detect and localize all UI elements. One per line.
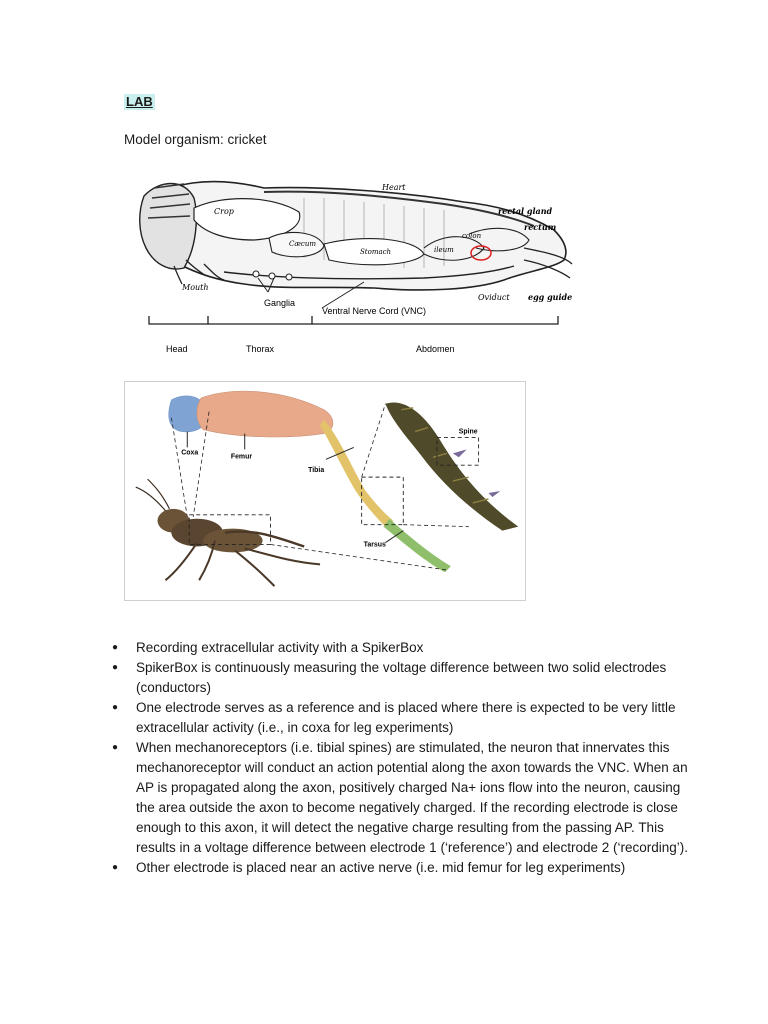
- cricket-leg-diagram: [124, 381, 526, 601]
- head-label: Head: [166, 344, 188, 354]
- tarsus-segment: [383, 519, 450, 573]
- coxa-label: Coxa: [181, 449, 199, 457]
- mouth-label: Mouth: [182, 283, 209, 292]
- bullet-item: ● SpikerBox is continuously measuring the voltage difference between two solid electrodes (conductors): [112, 658, 692, 698]
- bullet-item: ● Recording extracellular activity with a SpikerBox: [112, 638, 692, 658]
- cricket-anatomy-diagram: [124, 168, 576, 363]
- tibia-segment: [320, 420, 393, 527]
- model-organism-line: Model organism: cricket: [124, 132, 267, 147]
- oviduct-label: Oviduct: [478, 293, 510, 302]
- ganglion: [286, 274, 292, 280]
- stomach-label: Stomach: [360, 248, 392, 256]
- bullet-item: ● One electrode serves as a reference and is placed where there is expected to be very little extracellular activity (i.e., in coxa for leg experiments): [112, 698, 692, 738]
- femur-segment: [197, 391, 333, 437]
- tarsus-label: Tarsus: [363, 541, 386, 549]
- heart-label: Heart: [382, 183, 406, 192]
- rectal-gland-label: rectal gland: [498, 206, 553, 216]
- spine-label: Spine: [458, 428, 478, 436]
- leg-closeup: [385, 402, 518, 530]
- caecum-label: Cæcum: [289, 240, 317, 248]
- bullet-item: ● When mechanoreceptors (i.e. tibial spines) are stimulated, the neuron that innervates this mechanoreceptor will conduct an action potential along the axon towards the VNC. When an AP is propagated along the axon, positively charged Na+ ions flow into the neuron, causing the area outside the axon to become negatively charged. If the recording electrode is close enough to this axon, it will detect the negative charge resulting from the passing AP. This results in a voltage difference between electrode 1 (‘reference’) and electrode 2 (‘recording’).: [112, 738, 692, 858]
- lab-heading: LAB: [126, 94, 153, 109]
- egg-guide-label: egg guide: [528, 292, 573, 302]
- vnc-label: Ventral Nerve Cord (VNC): [322, 306, 427, 316]
- tibia-label: Tibia: [308, 467, 325, 475]
- bullet-item: ● Other electrode is placed near an active nerve (i.e. mid femur for leg experiments): [112, 858, 692, 878]
- ileum-label: ileum: [434, 246, 454, 254]
- cricket-photo: [136, 479, 320, 586]
- colon-label: colon: [462, 232, 482, 240]
- ganglion: [253, 271, 259, 277]
- femur-label: Femur: [230, 453, 253, 461]
- crop-label: Crop: [214, 207, 234, 216]
- rectum-label: rectum: [524, 222, 557, 232]
- thorax-label: Thorax: [246, 344, 275, 354]
- bullet-list: [112, 638, 692, 878]
- abdomen-label: Abdomen: [416, 344, 455, 354]
- ganglia-label: Ganglia: [264, 298, 296, 308]
